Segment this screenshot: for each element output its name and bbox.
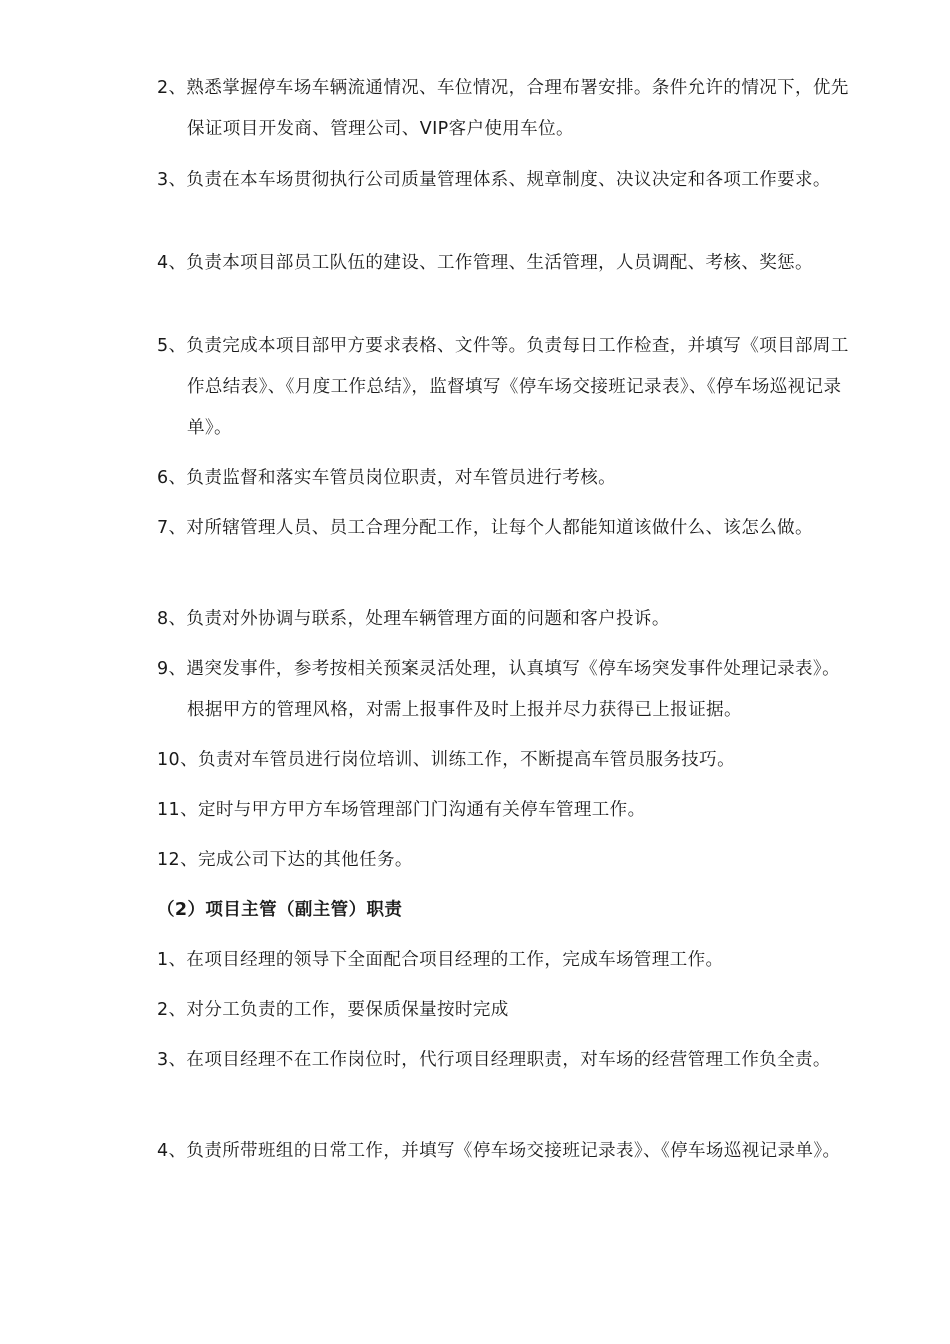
duty-item-11: 11、定时与甲方甲方车场管理部门门沟通有关停车管理工作。 xyxy=(157,800,646,820)
duty-item-7: 7、对所辖管理人员、员工合理分配工作，让每个人都能知道该做什么、该怎么做。 xyxy=(157,518,813,538)
duty-item-8: 8、负责对外协调与联系，处理车辆管理方面的问题和客户投诉。 xyxy=(157,609,670,629)
duty-item-5: 5、负责完成本项目部甲方要求表格、文件等。负责每日工作检查，并填写《项目部周工作总结表》、《月度工作总结》，监督填写《停车场交接班记录表》、《停车场巡视记录单》。 xyxy=(157,336,849,438)
duty-item-3: 3、负责在本车场贯彻执行公司质量管理体系、规章制度、决议决定和各项工作要求。 xyxy=(157,170,831,190)
duty-item-2: 2、熟悉掌握停车场车辆流通情况、车位情况，合理布署安排。条件允许的情况下，优先保证项目开发商、管理公司、VIP客户使用车位。 xyxy=(157,78,849,139)
supervisor-duty-item-4: 4、负责所带班组的日常工作，并填写《停车场交接班记录表》、《停车场巡视记录单》。 xyxy=(157,1141,841,1161)
duty-item-10: 10、负责对车管员进行岗位培训、训练工作，不断提高车管员服务技巧。 xyxy=(157,750,735,770)
duty-item-9: 9、遇突发事件，参考按相关预案灵活处理，认真填写《停车场突发事件处理记录表》。根据甲方的管理风格，对需上报事件及时上报并尽力获得已上报证据。 xyxy=(157,659,840,720)
duty-item-4: 4、负责本项目部员工队伍的建设、工作管理、生活管理，人员调配、考核、奖惩。 xyxy=(157,253,813,273)
section-heading: （2）项目主管（副主管）职责 xyxy=(157,900,403,920)
supervisor-duty-item-3: 3、在项目经理不在工作岗位时，代行项目经理职责，对车场的经营管理工作负全责。 xyxy=(157,1050,831,1070)
supervisor-duty-item-2: 2、对分工负责的工作，要保质保量按时完成 xyxy=(157,1000,509,1020)
duty-item-6: 6、负责监督和落实车管员岗位职责，对车管员进行考核。 xyxy=(157,468,617,488)
supervisor-duty-item-1: 1、在项目经理的领导下全面配合项目经理的工作，完成车场管理工作。 xyxy=(157,950,724,970)
duty-item-12: 12、完成公司下达的其他任务。 xyxy=(157,850,413,870)
